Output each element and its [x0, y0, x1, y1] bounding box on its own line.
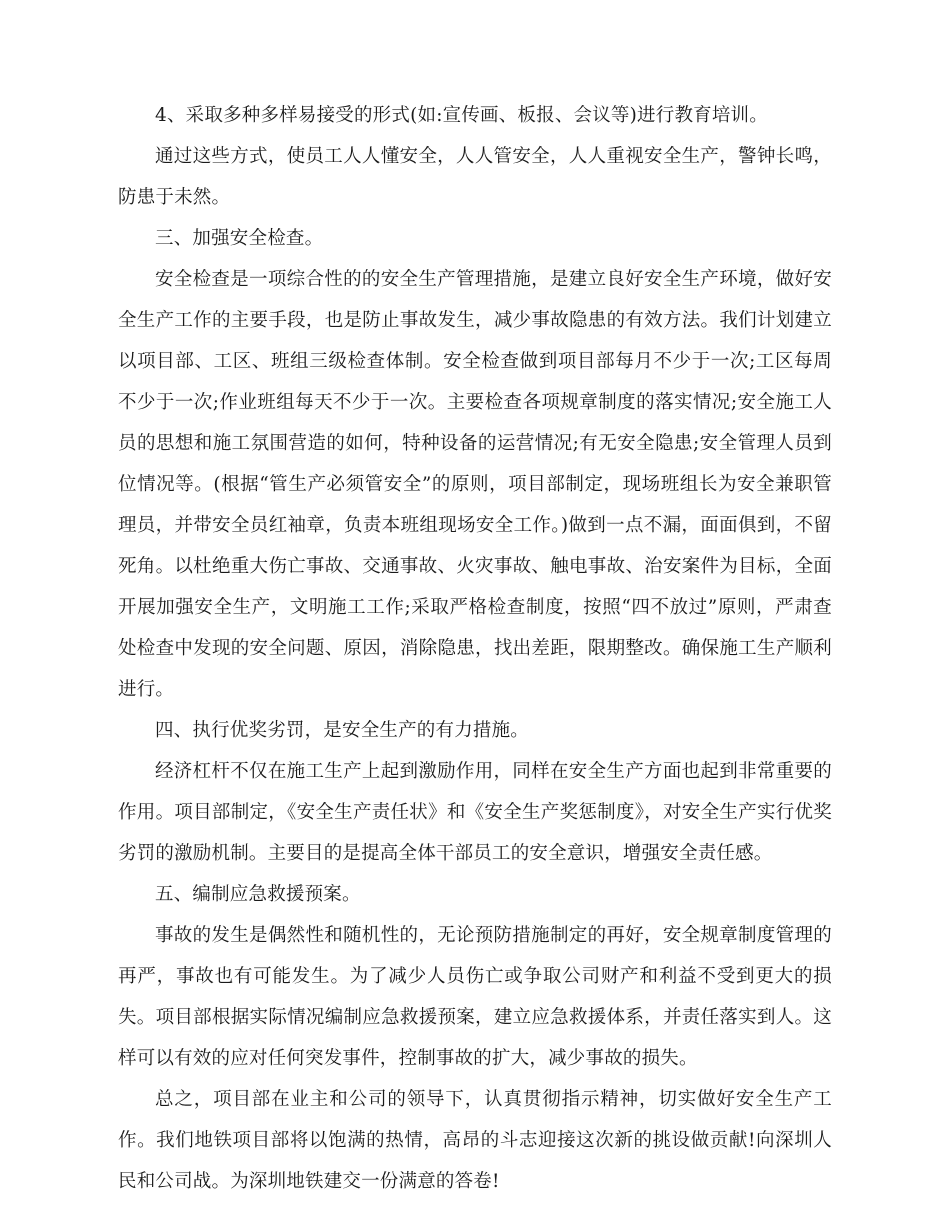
paragraph: 经济杠杆不仅在施工生产上起到激励作用，同样在安全生产方面也起到非常重要的作用。项目部制定，《安全生产责任状》和《安全生产奖惩制度》，对安全生产实行优奖劣罚的激励机制。主要目的是提高全体干部员工的安全意识，增强安全责任感。: [118, 761, 832, 864]
document-body: [118, 95, 832, 1202]
paragraph: 通过这些方式，使员工人人懂安全，人人管安全，人人重视安全生产，警钟长鸣，防患于未然。: [118, 146, 832, 208]
section-heading-four: 四、执行优奖劣罚，是安全生产的有力措施。: [155, 720, 530, 741]
paragraph: 4、采取多种多样易接受的形式(如:宣传画、板报、会议等)进行教育培训。: [155, 105, 768, 126]
section-heading-five: 五、编制应急救援预案。: [155, 884, 361, 905]
paragraph-conclusion: 总之，项目部在业主和公司的领导下，认真贯彻指示精神，切实做好安全生产工作。我们地铁项目部将以饱满的热情，高昂的斗志迎接这次新的挑设做贡献!向深圳人民和公司战。为深圳地铁建交一份满意的答卷!: [118, 1089, 832, 1192]
paragraph: 事故的发生是偶然性和随机性的，无论预防措施制定的再好，安全规章制度管理的再严，事故也有可能发生。为了减少人员伤亡或争取公司财产和利益不受到更大的损失。项目部根据实际情况编制应急救援预案，建立应急救援体系，并责任落实到人。这样可以有效的应对任何突发事件，控制事故的扩大，减少事故的损失。: [118, 925, 832, 1069]
paragraph: 安全检查是一项综合性的的安全生产管理措施，是建立良好安全生产环境，做好安全生产工作的主要手段，也是防止事故发生，减少事故隐患的有效方法。我们计划建立以项目部、工区、班组三级检查体制。安全检查做到项目部每月不少于一次;工区每周不少于一次;作业班组每天不少于一次。主要检查各项规章制度的落实情况;安全施工人员的思想和施工氛围营造的如何，特种设备的运营情况;有无安全隐患;安全管理人员到位情况等。(根据“管生产必须管安全”的原则，项目部制定，现场班组长为安全兼职管理员，并带安全员红袖章，负责本班组现场安全工作。)做到一点不漏，面面俱到，不留死角。以杜绝重大伤亡事故、交通事故、火灾事故、触电事故、治安案件为目标，全面开展加强安全生产，文明施工工作;采取严格检查制度，按照“四不放过”原则，严肃查处检查中发现的安全问题、原因，消除隐患，找出差距，限期整改。确保施工生产顺利进行。: [118, 269, 832, 700]
section-heading-three: 三、加强安全检查。: [155, 228, 324, 249]
